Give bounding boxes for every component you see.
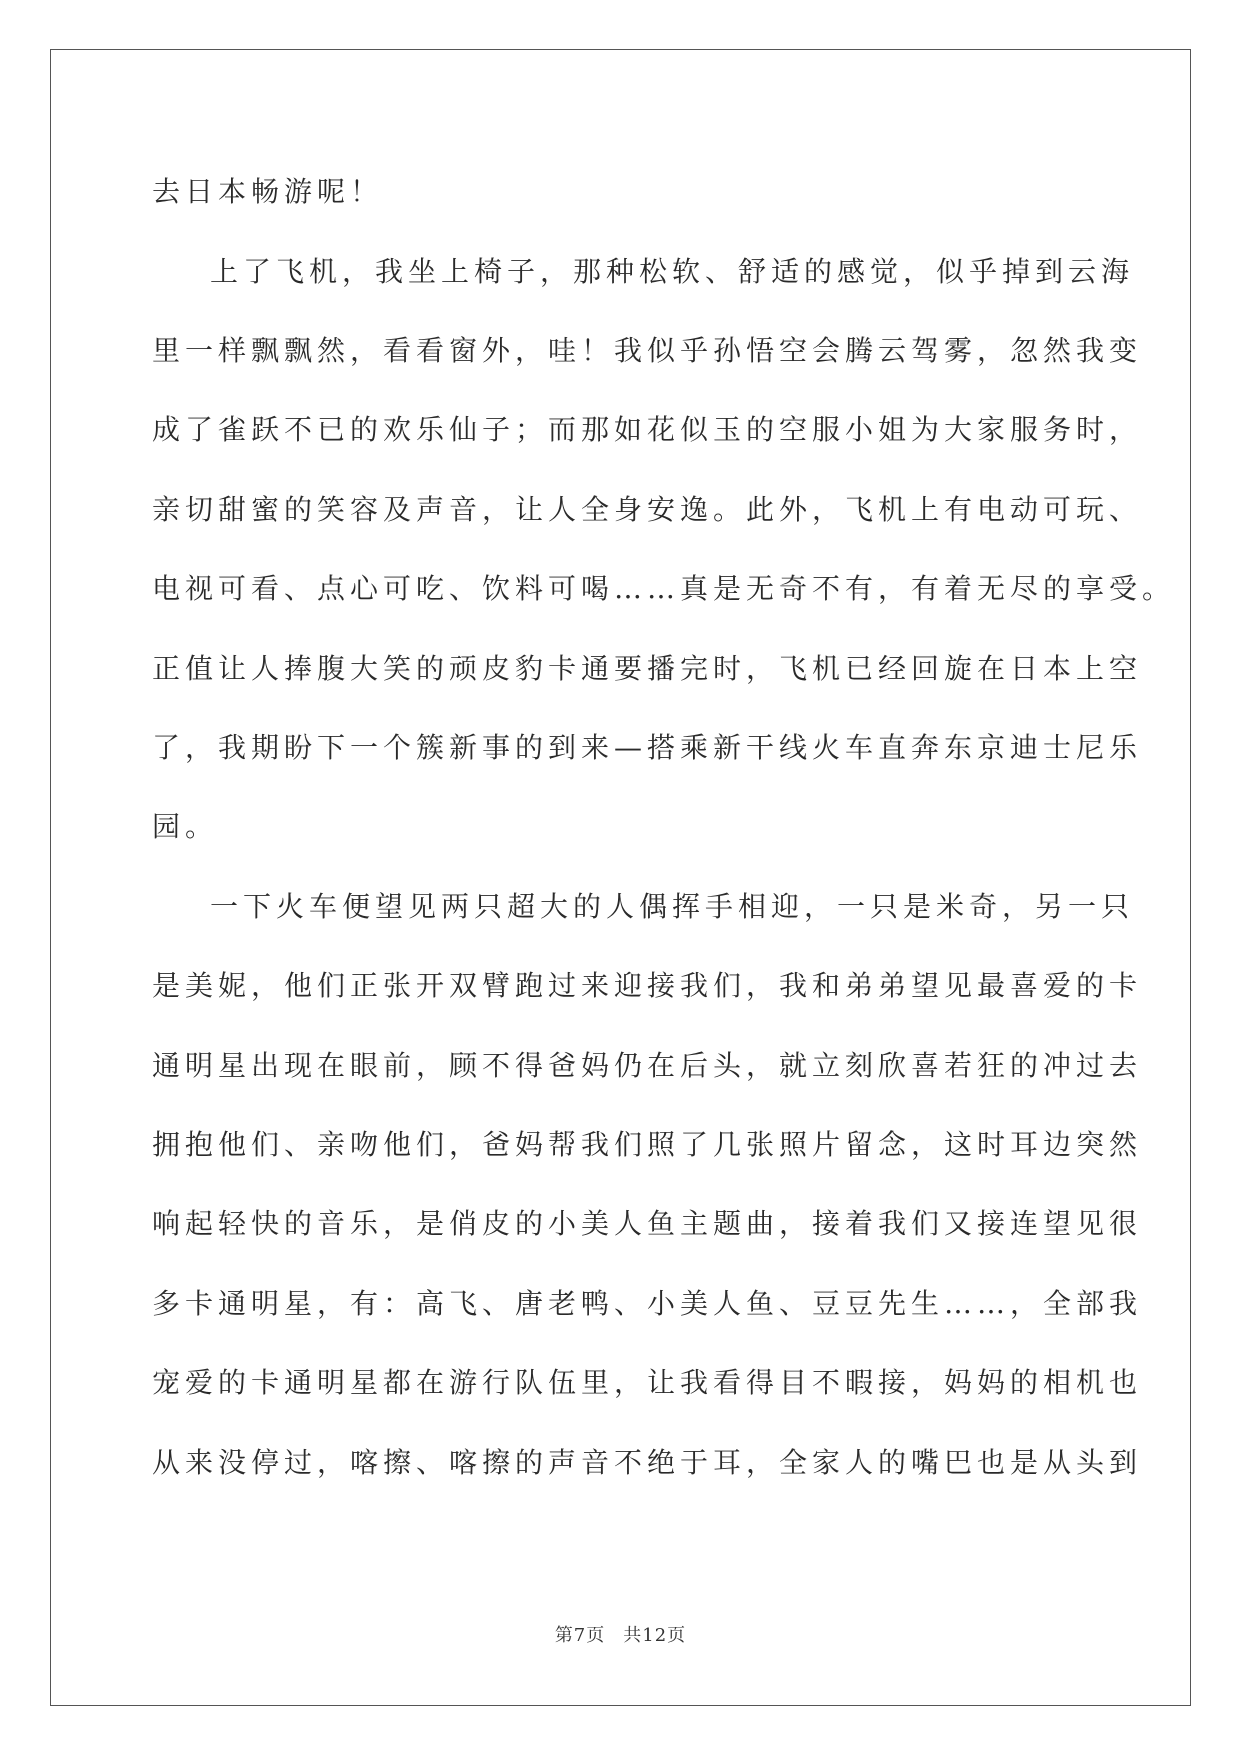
body-line-1: 去日本畅游呢！ xyxy=(152,175,384,208)
body-line-10: 一下火车便望见两只超大的人偶挥手相迎，一只是米奇，另一只 xyxy=(210,890,1135,923)
page-footer xyxy=(0,1624,1241,1648)
body-line-11: 是美妮，他们正张开双臂跑过来迎接我们，我和弟弟望见最喜爱的卡 xyxy=(152,969,1143,1002)
body-line-5: 亲切甜蜜的笑容及声音，让人全身安逸。此外，飞机上有电动可玩、 xyxy=(152,493,1143,526)
body-line-2: 上了飞机，我坐上椅子，那种松软、舒适的感觉，似乎掉到云海 xyxy=(210,255,1135,288)
body-line-14: 响起轻快的音乐，是俏皮的小美人鱼主题曲，接着我们又接连望见很 xyxy=(152,1207,1143,1240)
body-line-17: 从来没停过，喀擦、喀擦的声音不绝于耳，全家人的嘴巴也是从头到 xyxy=(152,1446,1143,1479)
body-line-6: 电视可看、点心可吃、饮料可喝……真是无奇不有，有着无尽的享受。 xyxy=(152,572,1176,605)
body-line-7: 正值让人捧腹大笑的顽皮豹卡通要播完时，飞机已经回旋在日本上空 xyxy=(152,652,1143,685)
page-number: 第7页 xyxy=(554,1625,606,1646)
body-line-8: 了，我期盼下一个簇新事的到来—搭乘新干线火车直奔东京迪士尼乐 xyxy=(152,731,1143,764)
page-total: 共12页 xyxy=(623,1625,687,1646)
body-line-16: 宠爱的卡通明星都在游行队伍里，让我看得目不暇接，妈妈的相机也 xyxy=(152,1366,1143,1399)
body-line-12: 通明星出现在眼前，顾不得爸妈仍在后头，就立刻欣喜若狂的冲过去 xyxy=(152,1049,1143,1082)
body-line-3: 里一样飘飘然，看看窗外，哇！我似乎孙悟空会腾云驾雾，忽然我变 xyxy=(152,334,1143,367)
body-line-9: 园。 xyxy=(152,810,219,843)
body-line-15: 多卡通明星，有：高飞、唐老鸭、小美人鱼、豆豆先生……，全部我 xyxy=(152,1287,1143,1320)
body-line-4: 成了雀跃不已的欢乐仙子；而那如花似玉的空服小姐为大家服务时， xyxy=(152,413,1143,446)
body-line-13: 拥抱他们、亲吻他们，爸妈帮我们照了几张照片留念，这时耳边突然 xyxy=(152,1128,1143,1161)
